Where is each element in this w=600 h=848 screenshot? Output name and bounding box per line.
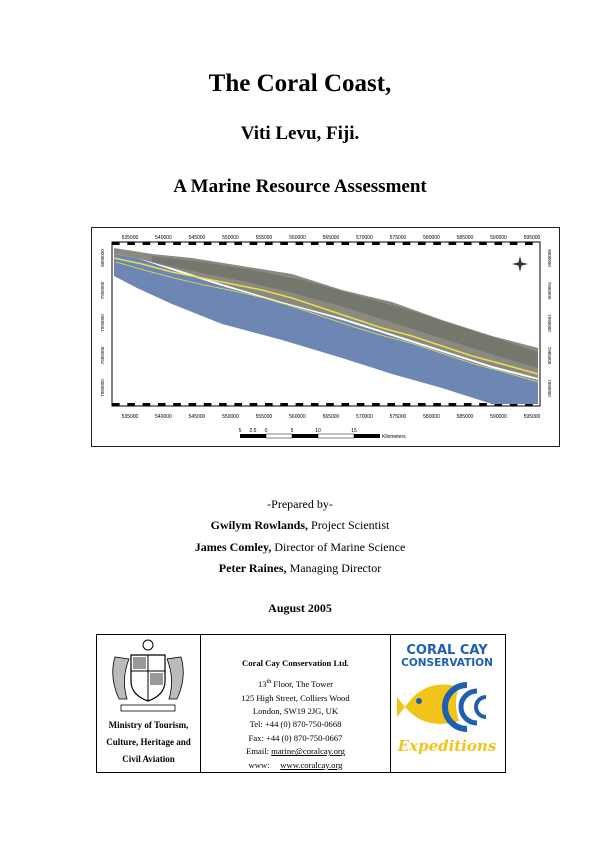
map-top-tick-label: 545000 — [188, 235, 206, 241]
footer-box — [96, 634, 506, 773]
ruler-segment — [311, 242, 319, 245]
ruler-segment — [112, 403, 120, 406]
ruler-segment — [326, 403, 334, 406]
document-title: The Coral Coast, — [208, 70, 392, 97]
map-top-tick-label: 540000 — [155, 235, 172, 241]
ministry-line: Culture, Heritage and — [106, 737, 191, 747]
ruler-segment — [234, 242, 242, 245]
map-right-tick-label: 8000000 — [547, 249, 552, 267]
ruler-segment — [342, 242, 350, 245]
address-line: London, SW19 2JG, UK — [252, 706, 339, 717]
map-top-tick-label: 555000 — [255, 235, 273, 241]
email-line: Email: marine@coralcay.org — [246, 746, 345, 757]
author-role: Managing Director — [286, 561, 382, 575]
ruler-segment — [158, 242, 166, 245]
document-subtitle: Viti Levu, Fiji. — [240, 123, 360, 144]
ruler-segment — [372, 403, 380, 406]
ruler-segment — [280, 242, 288, 245]
map-left-tick-label: 8000000 — [100, 249, 105, 267]
map-bottom-tick-label: 545000 — [188, 414, 206, 420]
map-right-tick-label: 7995000 — [547, 281, 552, 300]
ruler-segment — [418, 242, 426, 245]
map-left-tick-label: 7995000 — [100, 281, 105, 300]
ruler-segment — [525, 242, 533, 245]
map-right-tick-label: 7985000 — [547, 346, 552, 365]
ruler-segment — [158, 403, 166, 406]
ruler-segment — [372, 242, 380, 245]
ruler-segment — [204, 242, 212, 245]
prepared-by-label: -Prepared by- — [267, 497, 333, 511]
fiji-coat-of-arms-icon — [97, 635, 200, 715]
map-top-tick-label: 565000 — [322, 235, 340, 241]
ruler-segment — [433, 403, 441, 406]
map-bottom-tick-label: 540000 — [155, 414, 172, 420]
ruler-segment — [127, 242, 135, 245]
author-name: Peter Raines, — [218, 561, 287, 575]
ruler-segment — [403, 242, 411, 245]
ruler-segment — [189, 242, 197, 245]
ministry-line: Civil Aviation — [122, 754, 175, 764]
author-role: Director of Marine Science — [271, 540, 406, 554]
ruler-segment — [127, 403, 135, 406]
ruler-segment — [265, 403, 273, 406]
ruler-segment — [510, 242, 518, 245]
fax: Fax: +44 (0) 870-750-0667 — [248, 732, 343, 743]
website-line: www: www.coralcay.org — [248, 759, 343, 770]
scale-bar-unit: Kilometers — [382, 434, 406, 440]
ruler-segment — [464, 403, 472, 406]
ruler-segment — [265, 242, 273, 245]
ruler-segment — [112, 242, 120, 245]
ruler-segment — [250, 403, 258, 406]
map-top-tick-label: 550000 — [222, 235, 239, 241]
coast-map — [91, 227, 560, 447]
ruler-segment — [357, 403, 365, 406]
ruler-segment — [479, 242, 487, 245]
map-bottom-tick-label: 575000 — [389, 414, 407, 420]
organisation-name: Coral Cay Conservation Ltd. — [242, 658, 349, 668]
fish-logo-icon — [397, 671, 497, 737]
map-top-tick-label: 585000 — [456, 235, 474, 241]
coast-map-graphic — [92, 228, 559, 446]
map-bottom-tick-label: 595000 — [523, 414, 541, 420]
map-right-tick-label: 7980000 — [547, 379, 552, 397]
author-line — [0, 518, 600, 533]
ruler-segment — [250, 242, 258, 245]
logo-expeditions: Expeditions — [397, 737, 497, 755]
ruler-segment — [449, 242, 457, 245]
map-bottom-tick-label: 570000 — [356, 414, 373, 420]
map-top-tick-label: 535000 — [121, 235, 139, 241]
ruler-segment — [219, 242, 227, 245]
ruler-segment — [387, 403, 395, 406]
map-top-tick-label: 595000 — [523, 235, 541, 241]
ruler-segment — [495, 242, 503, 245]
scale-bar-label: 5 — [290, 428, 294, 434]
ruler-segment — [357, 242, 365, 245]
map-bottom-tick-label: 535000 — [121, 414, 139, 420]
logo-text-line2: CONSERVATION — [401, 657, 493, 669]
scale-bar-label: 2.5 — [249, 428, 257, 434]
ruler-segment — [173, 403, 181, 406]
address-line: 125 High Street, Colliers Wood — [241, 692, 350, 703]
contact-cell — [201, 635, 391, 772]
map-top-tick-label: 590000 — [490, 235, 507, 241]
coral-cay-logo — [391, 635, 505, 772]
map-left-tick-label: 7985000 — [100, 346, 105, 365]
ruler-segment — [433, 242, 441, 245]
document-date: August 2005 — [268, 601, 332, 615]
ruler-segment — [296, 403, 304, 406]
author-name: Gwilym Rowlands, — [210, 518, 309, 532]
ministry-line: Ministry of Tourism, — [108, 720, 189, 730]
ministry-cell — [97, 635, 201, 772]
ruler-segment — [173, 242, 181, 245]
map-top-tick-label: 560000 — [289, 235, 306, 241]
author-line — [0, 540, 600, 555]
author-role: Project Scientist — [308, 518, 390, 532]
ruler-segment — [403, 403, 411, 406]
ruler-segment — [387, 242, 395, 245]
ruler-segment — [342, 403, 350, 406]
map-top-tick-label: 575000 — [389, 235, 407, 241]
scale-bar-label: 10 — [315, 428, 321, 434]
map-top-tick-label: 580000 — [423, 235, 440, 241]
ruler-segment — [143, 242, 151, 245]
ruler-segment — [143, 403, 151, 406]
ruler-segment — [280, 403, 288, 406]
scale-bar-label: 5 — [238, 428, 242, 434]
map-right-tick-label: 7990000 — [547, 314, 552, 332]
map-bottom-tick-label: 580000 — [423, 414, 440, 420]
map-bottom-tick-label: 555000 — [255, 414, 273, 420]
ruler-segment — [464, 242, 472, 245]
ruler-segment — [326, 242, 334, 245]
map-left-tick-label: 7990000 — [100, 314, 105, 332]
logo-text-line1: CORAL CAY — [406, 643, 488, 658]
map-bottom-tick-label: 565000 — [322, 414, 340, 420]
ruler-segment — [479, 403, 487, 406]
scale-bar-label: 0 — [264, 428, 268, 434]
ruler-segment — [449, 403, 457, 406]
author-name: James Comley, — [194, 540, 272, 554]
ruler-segment — [219, 403, 227, 406]
map-bottom-tick-label: 550000 — [222, 414, 239, 420]
ruler-segment — [311, 403, 319, 406]
scale-bar — [240, 434, 380, 438]
map-bottom-tick-label: 585000 — [456, 414, 474, 420]
scale-bar-label: 15 — [351, 428, 357, 434]
website-link[interactable]: www.coralcay.org — [280, 759, 343, 770]
document-heading: A Marine Resource Assessment — [173, 176, 427, 197]
map-bottom-tick-label: 560000 — [289, 414, 306, 420]
author-line — [0, 561, 600, 576]
map-left-tick-label: 7980000 — [100, 379, 105, 397]
map-bottom-tick-label: 590000 — [490, 414, 507, 420]
telephone: Tel: +44 (0) 870-750-0668 — [249, 719, 342, 730]
ruler-segment — [234, 403, 242, 406]
ruler-segment — [296, 242, 304, 245]
email-link[interactable]: marine@coralcay.org — [271, 746, 345, 757]
ruler-segment — [418, 403, 426, 406]
ruler-segment — [204, 403, 212, 406]
map-top-tick-label: 570000 — [356, 235, 373, 241]
address-line: 13th Floor, The Tower — [257, 679, 333, 690]
ruler-segment — [189, 403, 197, 406]
